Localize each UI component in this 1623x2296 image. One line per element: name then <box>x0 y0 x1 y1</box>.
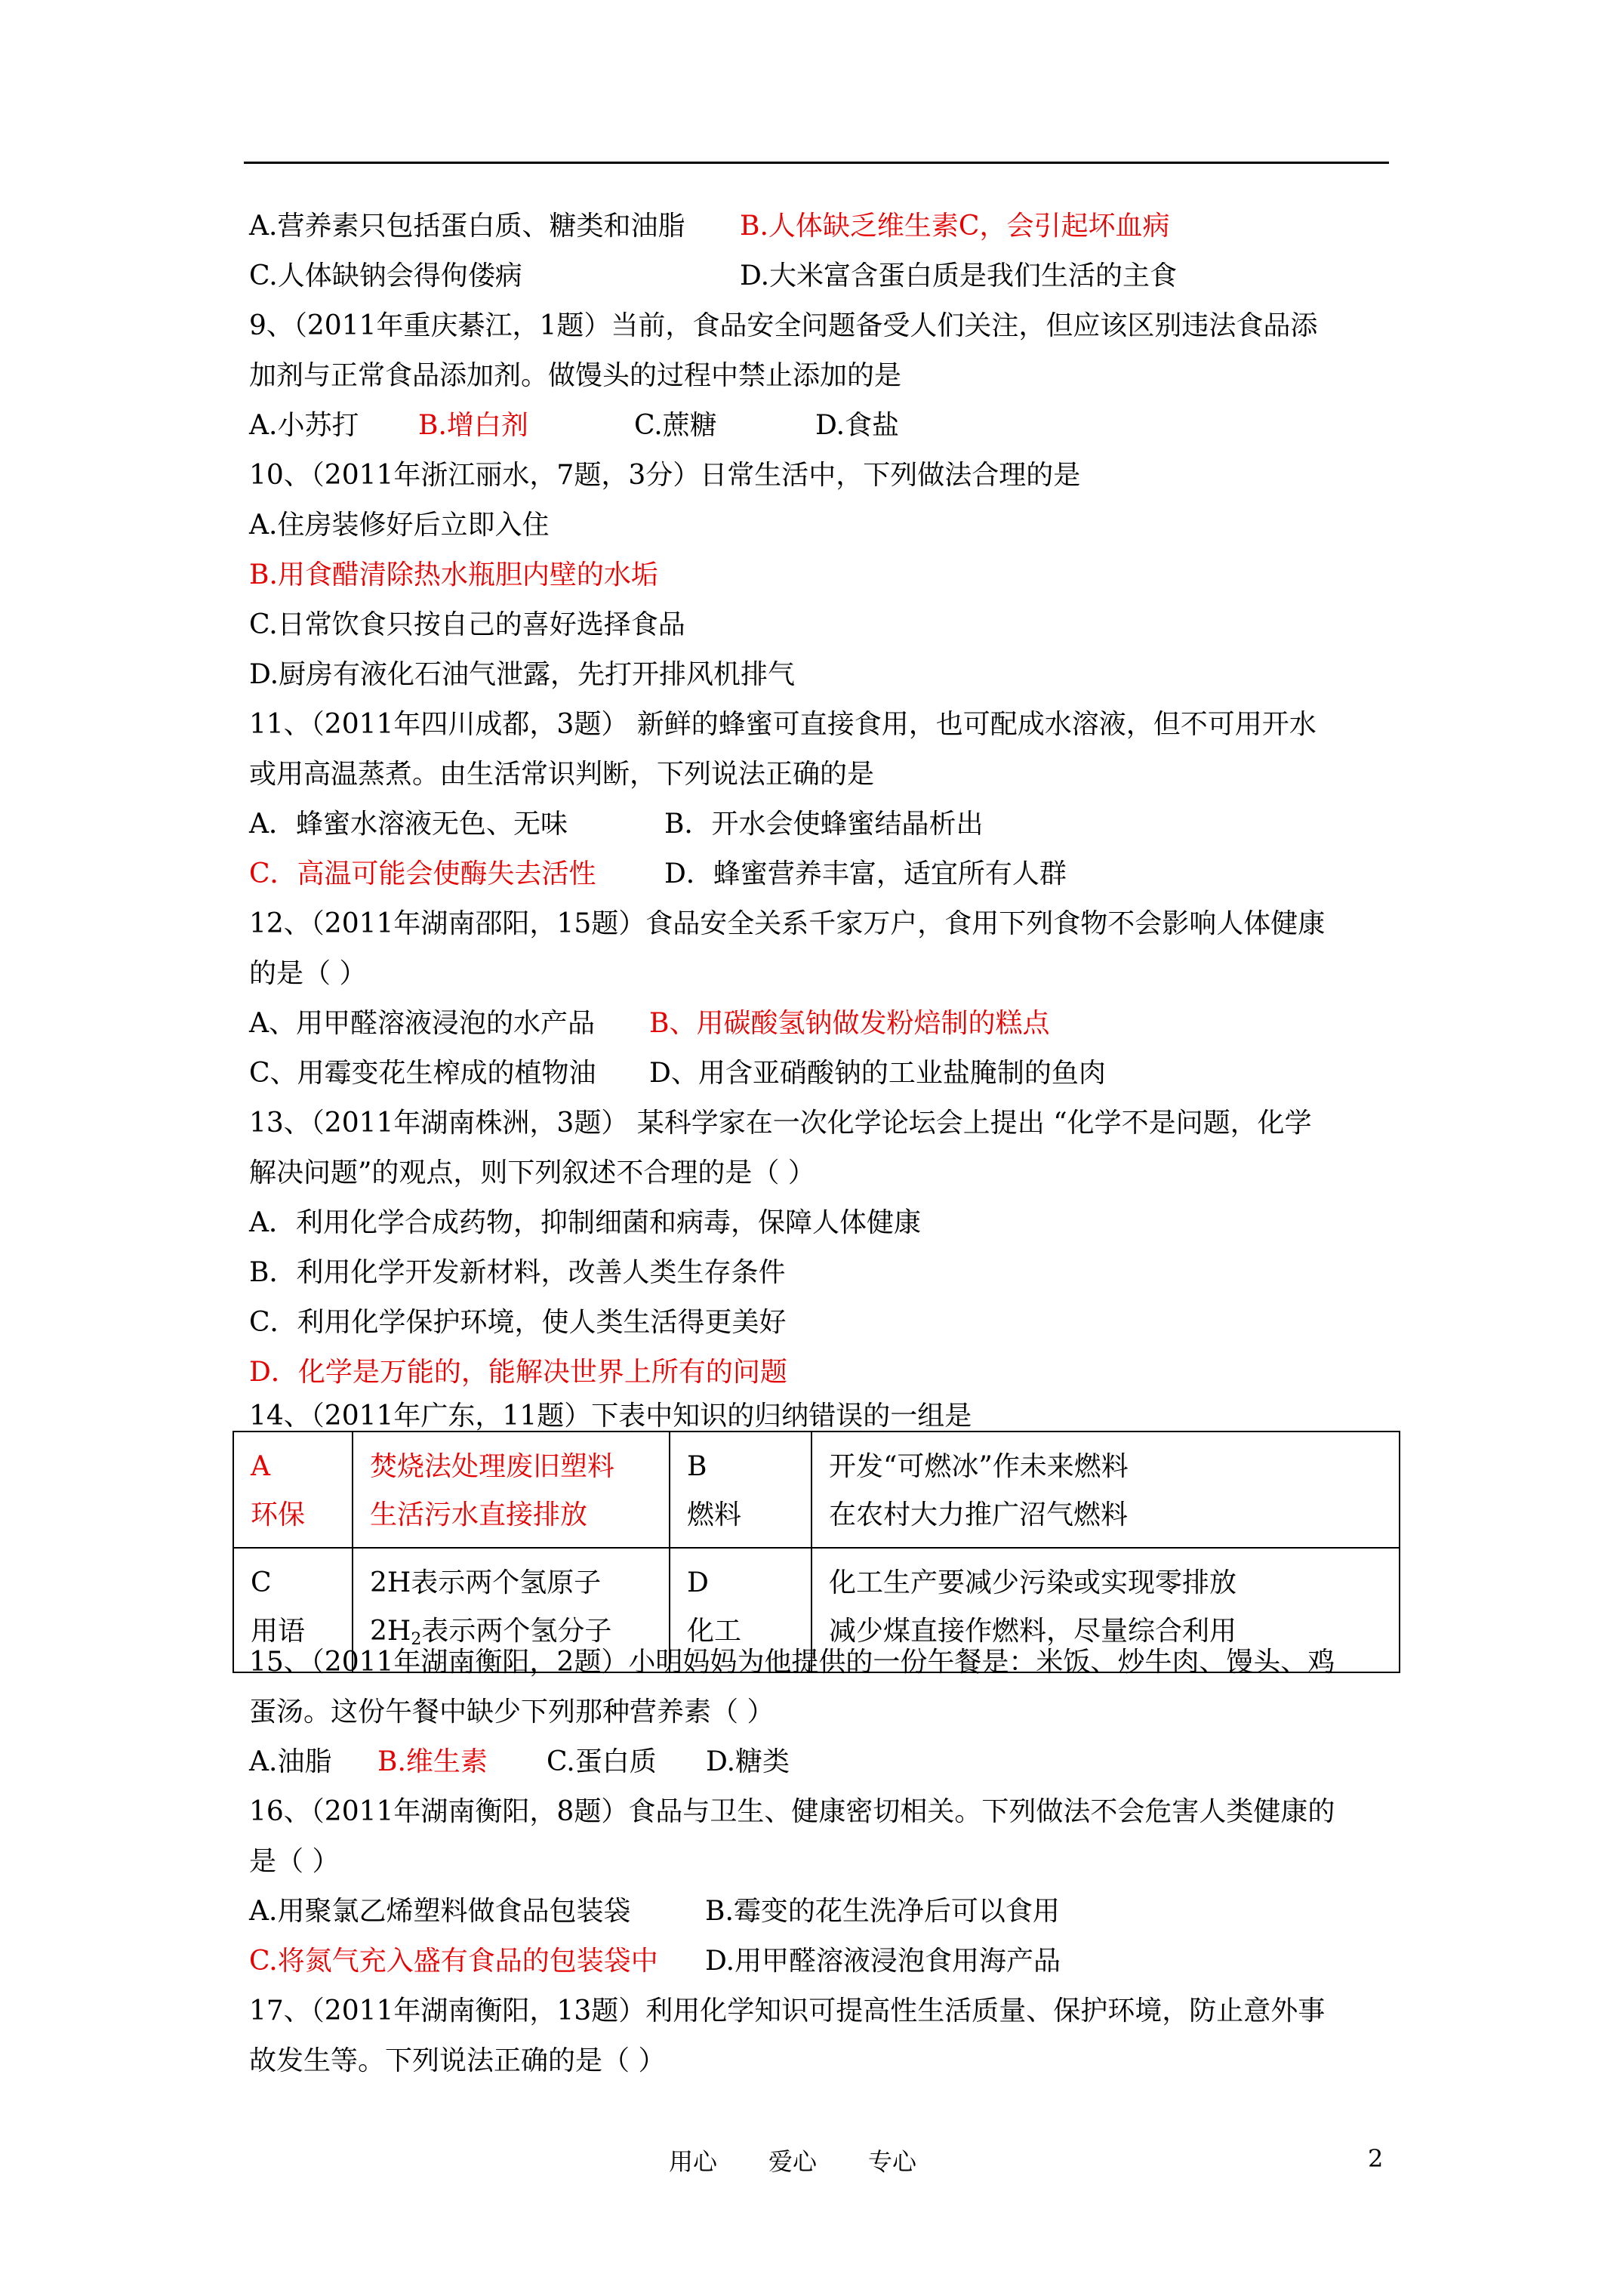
q12-stem-line2: 的是（ ） <box>249 958 367 989</box>
q16-option-c-answer: C.将氮气充入盛有食品的包装袋中 <box>249 1946 658 1977</box>
q10-stem: 10、（2011年浙江丽水，7题，3分）日常生活中，下列做法合理的是 <box>249 460 1081 491</box>
q15-stem-line2: 蛋汤。这份午餐中缺少下列那种营养素（ ） <box>249 1697 775 1727</box>
q9-option-d: D.食盐 <box>815 410 900 441</box>
footer-motto-3: 专心 <box>868 2147 917 2176</box>
q8-option-a: A.营养素只包括蛋白质、糖类和油脂 <box>249 211 685 242</box>
row-a-letter: A <box>251 1451 270 1482</box>
q12-options-row1 <box>249 1006 1050 1042</box>
q9-options <box>249 408 900 444</box>
q12-option-d: D、用含亚硝酸钠的工业盐腌制的鱼肉 <box>649 1058 1106 1089</box>
row-d-item2: 减少煤直接作燃料，尽量综合利用 <box>829 1616 1237 1647</box>
q12-option-a: A、用甲醛溶液浸泡的水产品 <box>249 1008 595 1039</box>
footer-motto-2: 爱心 <box>768 2147 818 2176</box>
q15-option-a: A.油脂 <box>249 1746 332 1777</box>
q14-knowledge-table <box>233 1431 1400 1673</box>
q10-option-b-answer: B.用食醋清除热水瓶胆内壁的水垢 <box>249 559 658 590</box>
row-d-category: 化工 <box>687 1616 742 1647</box>
q11-options-row2 <box>249 856 1067 892</box>
q15-stem-line1: 15、（2011年湖南衡阳，2题）小明妈妈为他提供的一份午餐是：米饭、炒牛肉、馒头、鸡 <box>249 1647 1335 1678</box>
q16-stem-line2: 是（ ） <box>249 1846 340 1877</box>
q11-option-b: B．开水会使蜂蜜结晶析出 <box>664 809 984 840</box>
table-cell-b-label <box>670 1432 812 1548</box>
q12-option-c: C、用霉变花生榨成的植物油 <box>249 1058 596 1089</box>
q16-options-row2 <box>249 1943 1061 1980</box>
q12-options-row2 <box>249 1056 1106 1092</box>
q8-option-c: C.人体缺钠会得佝偻病 <box>249 260 522 291</box>
row-d-item1: 化工生产要减少污染或实现零排放 <box>829 1567 1237 1598</box>
row-b-item1: 开发“可燃冰”作未来燃料 <box>829 1451 1129 1482</box>
row-c-category: 用语 <box>251 1616 306 1647</box>
q16-option-a: A.用聚氯乙烯塑料做食品包装袋 <box>249 1896 631 1927</box>
page-number: 2 <box>1368 2144 1384 2173</box>
q8-option-d: D.大米富含蛋白质是我们生活的主食 <box>740 260 1178 291</box>
q13-option-d-answer: D．化学是万能的，能解决世界上所有的问题 <box>249 1357 787 1388</box>
q9-stem-line1: 9、（2011年重庆綦江，1题）当前，食品安全问题备受人们关注，但应该区别违法食品添 <box>249 310 1318 341</box>
q16-option-d: D.用甲醛溶液浸泡食用海产品 <box>705 1946 1061 1977</box>
q10-option-d: D.厨房有液化石油气泄露，先打开排风机排气 <box>249 659 796 690</box>
q8-option-b-answer: B.人体缺乏维生素C，会引起坏血病 <box>740 211 1170 242</box>
q15-option-c: C.蛋白质 <box>547 1746 657 1777</box>
q13-stem-line2: 解决问题”的观点，则下列叙述不合理的是（ ） <box>249 1157 815 1188</box>
q13-option-c: C．利用化学保护环境，使人类生活得更美好 <box>249 1307 787 1338</box>
q8-options-row2 <box>249 258 1178 294</box>
q11-option-a: A．蜂蜜水溶液无色、无味 <box>249 809 568 840</box>
row-a-item1: 焚烧法处理废旧塑料 <box>370 1451 615 1482</box>
footer-motto-1: 用心 <box>669 2147 718 2176</box>
table-row <box>233 1432 1400 1548</box>
row-d-letter: D <box>687 1567 709 1598</box>
q16-stem-line1: 16、（2011年湖南衡阳，8题）食品与卫生、健康密切相关。下列做法不会危害人类健康的 <box>249 1796 1335 1827</box>
q10-option-a: A.住房装修好后立即入住 <box>249 510 550 541</box>
q16-option-b: B.霉变的花生洗净后可以食用 <box>705 1896 1060 1927</box>
table-cell-a-content <box>353 1432 670 1548</box>
q17-stem-line2: 故发生等。下列说法正确的是（ ） <box>249 2045 666 2076</box>
q8-options-row1 <box>249 208 1170 245</box>
row-b-letter: B <box>687 1451 707 1482</box>
q11-options-row1 <box>249 806 984 843</box>
q11-option-d: D．蜂蜜营养丰富，适宜所有人群 <box>664 858 1067 889</box>
q15-option-d: D.糖类 <box>706 1746 790 1777</box>
q15-options <box>249 1744 790 1780</box>
q11-stem-line1: 11、（2011年四川成都，3题） 新鲜的蜂蜜可直接食用，也可配成水溶液，但不可用开水 <box>249 709 1317 740</box>
table-cell-b-content <box>812 1432 1400 1548</box>
header-rule <box>244 162 1389 164</box>
row-c-letter: C <box>251 1567 272 1598</box>
q9-stem-line2: 加剂与正常食品添加剂。做馒头的过程中禁止添加的是 <box>249 360 902 391</box>
row-a-category: 环保 <box>251 1499 306 1530</box>
q11-option-c-answer: C．高温可能会使酶失去活性 <box>249 858 596 889</box>
row-a-item2: 生活污水直接排放 <box>370 1499 588 1530</box>
q15-option-b-answer: B.维生素 <box>377 1746 488 1777</box>
row-c-item1: 2H表示两个氢原子 <box>370 1567 602 1598</box>
row-c-item2: $2H_2$表示两个氢分子 <box>370 1616 612 1649</box>
q11-stem-line2: 或用高温蒸煮。由生活常识判断，下列说法正确的是 <box>249 759 875 790</box>
row-b-category: 燃料 <box>687 1499 742 1530</box>
q16-options-row1 <box>249 1894 1060 1930</box>
q9-option-b-answer: B.增白剂 <box>418 410 528 441</box>
q17-stem-line1: 17、（2011年湖南衡阳，13题）利用化学知识可提高性生活质量、保护环境，防止意外事 <box>249 1996 1326 2026</box>
q13-option-b: B．利用化学开发新材料，改善人类生存条件 <box>249 1257 786 1288</box>
q12-option-b-answer: B、用碳酸氢钠做发粉焙制的糕点 <box>649 1008 1050 1039</box>
q13-stem-line1: 13、（2011年湖南株洲，3题） 某科学家在一次化学论坛会上提出 “化学不是问题，化学 <box>249 1108 1312 1139</box>
q14-stem: 14、（2011年广东，11题）下表中知识的归纳错误的一组是 <box>249 1401 972 1432</box>
q9-option-c: C.蔗糖 <box>634 410 717 441</box>
table-cell-a-label <box>233 1432 353 1548</box>
q10-option-c: C.日常饮食只按自己的喜好选择食品 <box>249 609 685 640</box>
q9-option-a: A.小苏打 <box>249 410 359 441</box>
q12-stem-line1: 12、（2011年湖南邵阳，15题）食品安全关系千家万户，食用下列食物不会影响人体健康 <box>249 908 1326 939</box>
row-b-item2: 在农村大力推广沼气燃料 <box>829 1499 1129 1530</box>
q13-option-a: A．利用化学合成药物，抑制细菌和病毒，保障人体健康 <box>249 1207 921 1238</box>
